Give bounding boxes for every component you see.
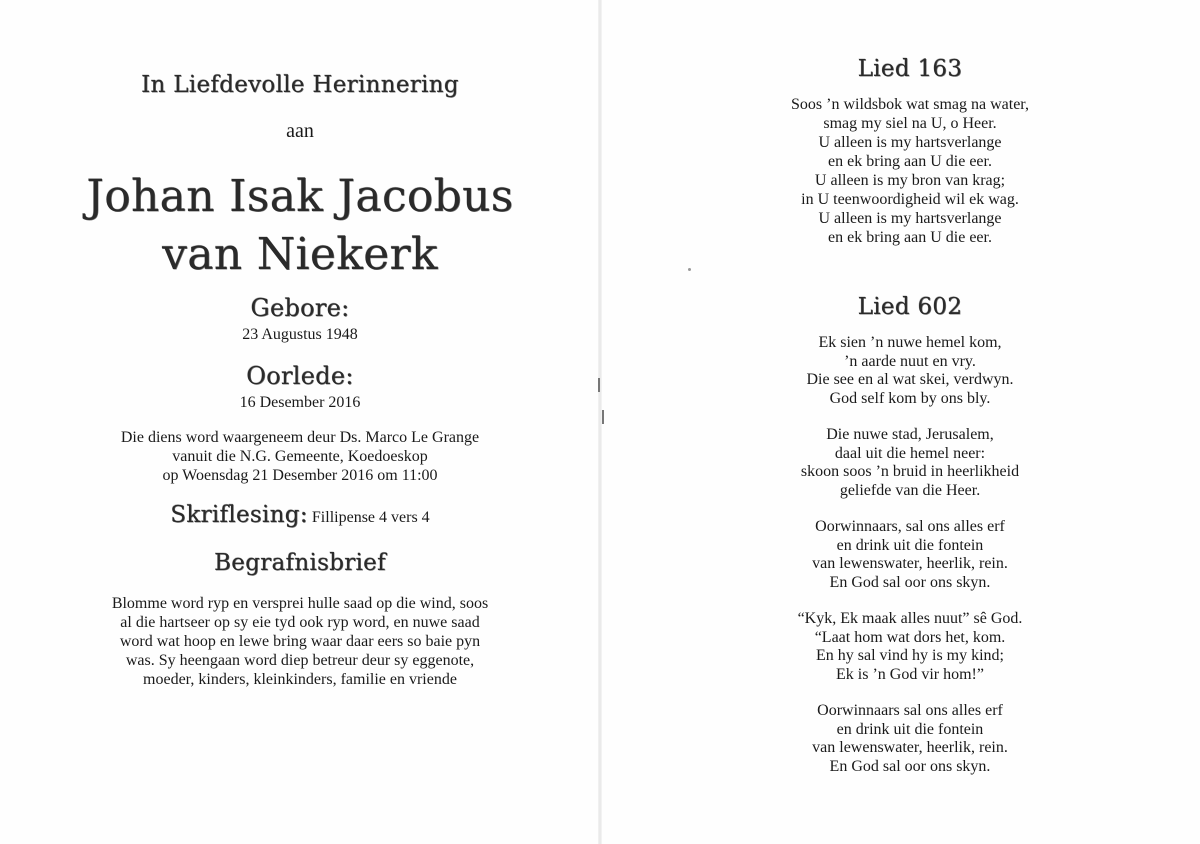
hymn-line: skoon soos ’n bruid in heerlikheid [800, 463, 1020, 480]
reading-colon: : [299, 502, 308, 528]
service-line: op Woensdag 21 Desember 2016 om 11:00 [162, 467, 438, 484]
scripture-reading [0, 502, 600, 528]
hymn-line: En hy sal vind hy is my kind; [816, 647, 1004, 664]
born-label: Gebore: [250, 294, 350, 322]
name-line: Johan Isak Jacobus [86, 171, 514, 222]
letter-line: al die hartseer op sy eie tyd ook ryp word, en nuwe saad [120, 614, 480, 631]
hymn-line: “Laat hom wat dors het, kom. [814, 628, 1006, 646]
reading-value: Fillipense 4 vers 4 [311, 509, 430, 526]
hymn-line: en ek bring aan U die eer. [828, 153, 992, 170]
hymn-line: Soos ’n wildsbok wat smag na water, [791, 96, 1029, 113]
hymn-line: in U teenwoordigheid wil ek wag. [801, 191, 1019, 208]
letter-line: was. Sy heengaan word diep betreur deur sy eggenote, [125, 652, 475, 669]
hymn-line: God self kom by ons bly. [829, 389, 991, 407]
hymn-602-text [600, 334, 1200, 794]
memorial-intro: In Liefdevolle Herinnering [141, 72, 459, 98]
hymn-line: Ek is ’n God vir hom!” [836, 665, 984, 683]
letter-line: moeder, kinders, kleinkinders, familie en vriende [143, 671, 457, 688]
hymn-line: En God sal oor ons skyn. [829, 757, 991, 775]
hymn-line: U alleen is my hartsverlange [818, 134, 1002, 151]
hymn-line: U alleen is my bron van krag; [814, 172, 1006, 189]
deceased-name [0, 168, 600, 284]
hymn-602-title: Lied 602 [857, 294, 963, 320]
hymn-stanza [600, 334, 1200, 408]
hymn-line: en drink uit die fontein [836, 536, 984, 554]
hymn-line: en ek bring aan U die eer. [828, 229, 992, 246]
hymn-line: Ek sien ’n nuwe hemel kom, [818, 334, 1002, 351]
hymn-line: U alleen is my hartsverlange [818, 210, 1002, 227]
hymn-line: Die see en al wat skei, verdwyn. [806, 371, 1014, 388]
hymn-line: van lewenswater, heerlik, rein. [812, 555, 1008, 572]
died-label: Oorlede: [246, 362, 354, 390]
hymn-line: Oorwinnaars, sal ons alles erf [815, 518, 1005, 535]
reading-label: Skriflesing [170, 502, 300, 528]
hymn-stanza [600, 702, 1200, 776]
aan-text: aan [286, 120, 314, 142]
hymn-stanza [600, 610, 1200, 684]
hymn-line: ’n aarde nuut en vry. [844, 352, 976, 370]
died-date: 16 Desember 2016 [239, 394, 361, 411]
hymn-line: daal uit die hemel neer: [834, 444, 986, 462]
hymn-line: “Kyk, Ek maak alles nuut” sê God. [797, 610, 1023, 627]
service-line: vanuit die N.G. Gemeente, Koedoeskop [172, 448, 428, 465]
hymn-163-text [600, 95, 1200, 247]
hymn-163-title: Lied 163 [857, 56, 963, 82]
funeral-letter-text [0, 594, 600, 689]
service-details [0, 428, 600, 485]
letter-line: word wat hoop en lewe bring waar daar eers so baie pyn [119, 633, 481, 650]
hymn-line: van lewenswater, heerlik, rein. [812, 739, 1008, 756]
hymn-line: smag my siel na U, o Heer. [823, 115, 997, 132]
hymn-line: Die nuwe stad, Jerusalem, [826, 426, 994, 443]
hymn-line: Oorwinnaars sal ons alles erf [817, 702, 1003, 719]
service-line: Die diens word waargeneem deur Ds. Marco Le Grange [120, 429, 480, 446]
hymn-stanza [600, 426, 1200, 500]
name-line: van Niekerk [162, 229, 438, 280]
hymn-stanza [600, 518, 1200, 592]
paper-speck [688, 268, 691, 271]
hymn-line: geliefde van die Heer. [839, 481, 981, 499]
born-date: 23 Augustus 1948 [242, 326, 358, 343]
letter-line: Blomme word ryp en versprei hulle saad op die wind, soos [111, 595, 489, 612]
hymn-line: en drink uit die fontein [836, 720, 984, 738]
funeral-letter-title: Begrafnisbrief [214, 550, 386, 576]
hymn-line: En God sal oor ons skyn. [829, 573, 991, 591]
